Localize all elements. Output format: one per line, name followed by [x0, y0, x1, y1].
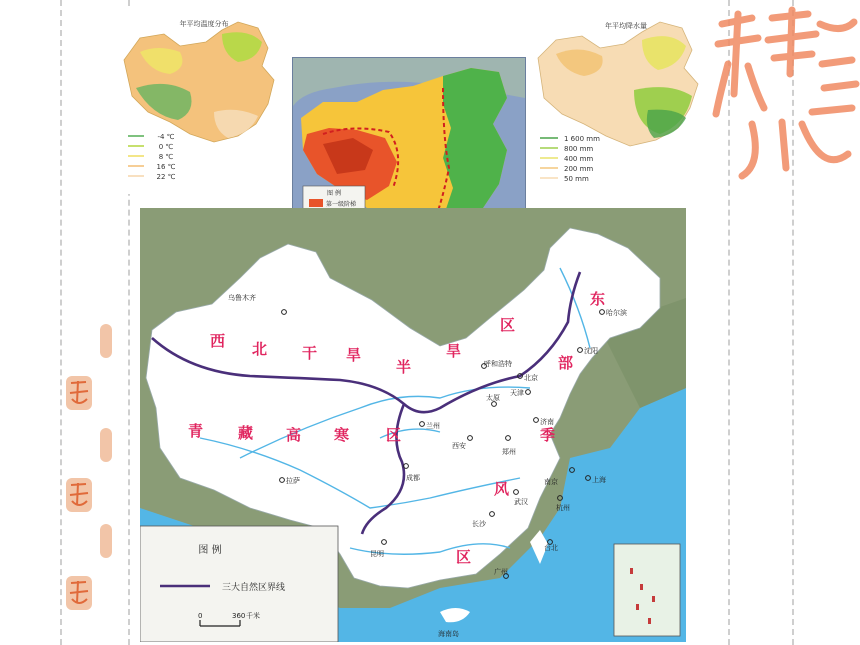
seal-stamp-6 — [100, 524, 112, 558]
region-label-nw-5: 旱 — [446, 342, 462, 360]
city-xian: 西安 — [452, 442, 466, 450]
temperature-legend-3: 8 ℃ — [158, 153, 174, 161]
region-label-qz-2: 高 — [286, 426, 302, 444]
temperature-inset-map — [118, 8, 286, 194]
precipitation-legend-2: 800 mm — [564, 145, 594, 153]
city-taipei: 台北 — [544, 544, 558, 552]
city-nanjing: 南京 — [544, 478, 558, 486]
city-beijing: 北京 — [524, 374, 538, 382]
city-shanghai: 上海 — [592, 476, 606, 484]
city-taiyuan: 太原 — [486, 394, 500, 402]
precipitation-legend-5: 50 mm — [564, 175, 589, 183]
region-label-east-4: 区 — [456, 548, 472, 566]
region-label-east-2: 季 — [540, 426, 556, 444]
seal-stamp-3 — [66, 576, 92, 610]
city-jinan: 济南 — [540, 418, 554, 426]
island-hainan: 海南岛 — [438, 630, 459, 638]
boundary-legend-label: 三大自然区界线 — [222, 583, 286, 593]
city-urumqi: 乌鲁木齐 — [228, 294, 256, 302]
seal-stamp-4 — [100, 324, 112, 358]
main-natural-regions-map — [140, 208, 686, 642]
temperature-legend-5: 22 ℃ — [156, 173, 176, 181]
region-label-nw-6: 区 — [500, 316, 516, 334]
city-hohhot: 呼和浩特 — [484, 360, 512, 368]
region-label-qz-1: 藏 — [238, 424, 254, 442]
city-guangzhou: 广州 — [494, 568, 508, 576]
main-legend-title: 图 例 — [198, 545, 222, 556]
city-lhasa: 拉萨 — [286, 477, 300, 485]
seal-stamp-1 — [66, 376, 92, 410]
region-label-east-3: 风 — [494, 480, 510, 498]
precipitation-inset-map — [530, 10, 710, 194]
scale-unit: 千米 — [246, 612, 260, 620]
scale-value: 360 — [232, 612, 246, 620]
region-label-nw-0: 西 — [210, 332, 226, 350]
precipitation-inset-title: 年平均降水量 — [605, 22, 647, 30]
region-label-qz-3: 寒 — [334, 426, 350, 444]
city-tianjin: 天津 — [510, 389, 524, 397]
region-label-nw-3: 旱 — [346, 346, 362, 364]
seal-stamp-2 — [66, 478, 92, 512]
city-shenyang: 沈阳 — [584, 347, 598, 355]
temperature-legend-2: 0 ℃ — [158, 143, 174, 151]
city-changsha: 长沙 — [472, 520, 486, 528]
south-sea-inset — [614, 544, 680, 636]
city-wuhan: 武汉 — [514, 498, 528, 506]
precipitation-legend-4: 200 mm — [564, 165, 594, 173]
region-label-east-0: 东 — [590, 290, 606, 308]
precipitation-legend-1: 1 600 mm — [564, 135, 600, 143]
precipitation-legend-3: 400 mm — [564, 155, 594, 163]
terrain-legend-step-1: 第一级阶梯 — [326, 201, 357, 208]
seal-stamp-5 — [100, 428, 112, 462]
city-lanzhou: 兰州 — [426, 422, 440, 430]
city-kunming: 昆明 — [370, 550, 384, 558]
temperature-inset-title: 年平均温度分布 — [179, 20, 229, 28]
temperature-legend-4: 16 ℃ — [156, 163, 176, 171]
template-dash-left-1 — [60, 0, 62, 645]
region-label-qz-0: 青 — [188, 422, 204, 440]
region-label-nw-4: 半 — [396, 358, 412, 376]
city-chengdu: 成都 — [406, 474, 420, 482]
region-label-nw-2: 干 — [302, 344, 318, 362]
temperature-legend-1: -4 ℃ — [157, 133, 175, 141]
region-label-nw-1: 北 — [252, 340, 268, 358]
calligraphy-seal-logo — [712, 4, 860, 180]
city-zhengzhou: 郑州 — [502, 448, 516, 456]
terrain-legend-title: 图 例 — [327, 190, 341, 197]
city-hangzhou: 杭州 — [556, 504, 570, 512]
scale-zero: 0 — [198, 612, 203, 620]
city-harbin: 哈尔滨 — [606, 309, 627, 317]
region-label-east-1: 部 — [558, 354, 574, 372]
region-label-qz-4: 区 — [386, 426, 402, 444]
